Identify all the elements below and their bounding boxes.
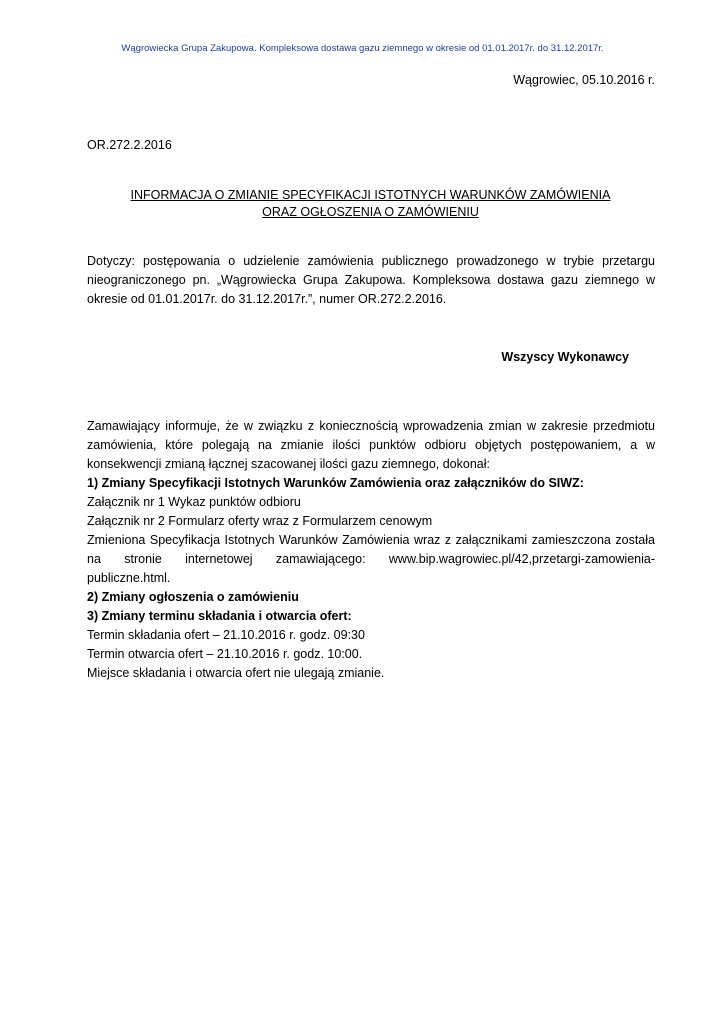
- document-body: [87, 417, 655, 683]
- section-1-heading: 1) Zmiany Specyfikacji Istotnych Warunków Zamówienia oraz załączników do SIWZ:: [87, 476, 584, 490]
- attachment-2-line: Załącznik nr 2 Formularz oferty wraz z Formularzem cenowym: [87, 514, 433, 528]
- recipients-line: Wszyscy Wykonawcy: [501, 350, 629, 364]
- regarding-paragraph: Dotyczy: postępowania o udzielenie zamówienia publicznego prowadzonego w trybie przetargu nieograniczonego pn. „Wągrowiecka Grupa Zakupowa. Kompleksowa dostawa gazu ziemnego w okresie od 01.01.2017r. do 31.12.2017r.”, numer OR.272.2.2016.: [87, 254, 655, 306]
- section-2-heading: 2) Zmiany ogłoszenia o zamówieniu: [87, 590, 299, 604]
- reference-number: OR.272.2.2016: [87, 138, 172, 152]
- section-3-heading: 3) Zmiany terminu składania i otwarcia ofert:: [87, 609, 352, 623]
- title-line-2: ORAZ OGŁOSZENIA O ZAMÓWIENIU: [262, 205, 479, 219]
- document-title: [87, 187, 654, 221]
- publication-paragraph: Zmieniona Specyfikacja Istotnych Warunków Zamówienia wraz z załącznikami zamieszczona została na stronie internetowej zamawiającego: www.bip.wagrowiec.pl/42,przetargi-zamowienia-publiczne.html.: [87, 533, 655, 585]
- place-note: Miejsce składania i otwarcia ofert nie ulegają zmianie.: [87, 666, 385, 680]
- document-date: Wągrowiec, 05.10.2016 r.: [513, 73, 655, 87]
- attachment-1-line: Załącznik nr 1 Wykaz punktów odbioru: [87, 495, 301, 509]
- submission-deadline: Termin składania ofert – 21.10.2016 r. godz. 09:30: [87, 628, 365, 642]
- intro-paragraph: Zamawiający informuje, że w związku z koniecznością wprowadzenia zmian w zakresie przedmiotu zamówienia, które polegają na zmianie ilości punktów odbioru objętych postępowaniem, a w konsekwencji zmianą łącznej szacowanej ilości gazu ziemnego, dokonał:: [87, 419, 655, 471]
- title-line-1: INFORMACJA O ZMIANIE SPECYFIKACJI ISTOTNYCH WARUNKÓW ZAMÓWIENIA: [130, 188, 611, 202]
- document-header: Wągrowiecka Grupa Zakupowa. Kompleksowa dostawa gazu ziemnego w okresie od 01.01.2017r. do 31.12.2017r.: [121, 43, 604, 54]
- opening-deadline: Termin otwarcia ofert – 21.10.2016 r. godz. 10:00.: [87, 647, 363, 661]
